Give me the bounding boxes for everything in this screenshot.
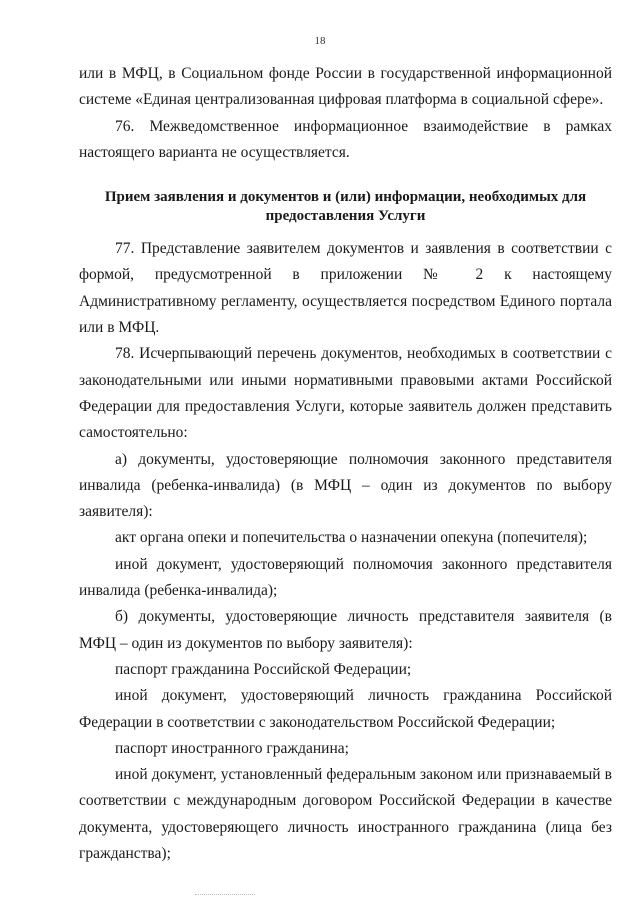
paragraph-77: 77. Представление заявителем документов и заявления в соответствии с формой, предусмотренной в приложении № 2 к настоящему Административному регламенту, осуществляется посредством Единого портала или в МФЦ.	[79, 240, 612, 337]
paragraph-item-b-2: иной документ, удостоверяющий личность гражданина Российской Федерации в соответствии с законодательством Российской Федерации;	[79, 687, 612, 731]
paragraph-item-b-3: паспорт иностранного гражданина;	[115, 739, 349, 757]
paragraph-78: 78. Исчерпывающий перечень документов, необходимых в соответствии с законодательными или иными нормативными правовыми актами Российской Федерации для предоставления Услуги, которые заявитель должен представить самостоятельно:	[79, 345, 612, 442]
paragraph-continuation: или в МФЦ, в Социальном фонде России в государственной информационной системе «Единая централизованная цифровая платформа в социальной сфере».	[79, 65, 612, 109]
section-heading-line-2: предоставления Услуги	[265, 208, 426, 225]
paragraph-item-b-1: паспорт гражданина Российской Федерации;	[115, 660, 412, 678]
section-heading-line-1: Прием заявления и документов и (или) информации, необходимых для	[104, 189, 587, 206]
section-heading	[79, 188, 612, 226]
paragraph-item-b-4: иной документ, установленный федеральным законом или признаваемый в соответствии с международным договором Российской Федерации в качестве документа, удостоверяющего личность иностранного гражданина (лица без гражданства);	[79, 766, 612, 863]
paragraph-item-a-2: иной документ, удостоверяющий полномочия законного представителя инвалида (ребенка-инвалида);	[79, 555, 612, 600]
page-number: 18	[314, 35, 326, 47]
document-body	[79, 61, 612, 867]
paragraph-item-a-1: акт органа опеки и попечительства о назначении опекуна (попечителя);	[115, 529, 588, 547]
paragraph-item-b: б) документы, удостоверяющие личность представителя заявителя (в МФЦ – один из документов по выбору заявителя):	[79, 608, 612, 652]
paragraph-76: 76. Межведомственное информационное взаимодействие в рамках настоящего варианта не осуществляется.	[79, 117, 612, 161]
scan-artifact-line	[195, 893, 255, 895]
paragraph-item-a: а) документы, удостоверяющие полномочия законного представителя инвалида (ребенка-инвалида) (в МФЦ – один из документов по выбору заявителя):	[79, 450, 612, 521]
